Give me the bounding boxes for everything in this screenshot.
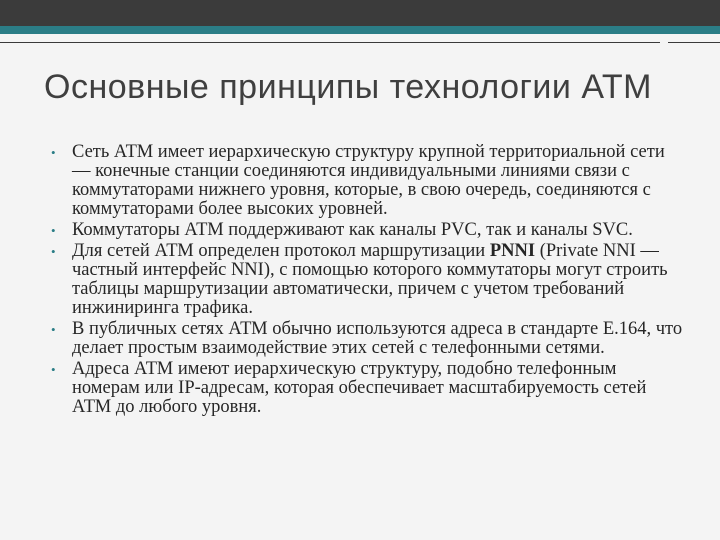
slide-title: Основные принципы технологии АТМ: [44, 68, 652, 106]
bullet-text: В публичных сетях АТМ обычно используются адреса в стандарте Е.164, что делает простым взаимодействие этих сетей с телефонными сетями.: [72, 319, 683, 358]
bullet-text-after: (Private NNI — частный интерфейс NNI), с помощью которого коммутаторы могут строить таблицы маршрутизации автоматически, причем с учетом требований инжиниринга трафика.: [72, 241, 668, 318]
bullet-text-bold: PNNI: [489, 241, 536, 261]
bullet-icon: •: [51, 223, 56, 238]
bullet-text: Адреса АТМ имеют иерархическую структуру, подобно телефонным номерам или IP-адресам, которая обеспечивает масштабируемость сетей АТМ до любого уровня.: [72, 359, 647, 417]
divider-line-short: [668, 42, 720, 43]
bullet-item: [46, 242, 686, 318]
bullet-text-before: Для сетей АТМ определен протокол маршрутизации: [72, 241, 490, 261]
bullet-item: [46, 143, 686, 219]
bullet-list: [46, 143, 686, 419]
top-bar: [0, 0, 720, 26]
bullet-text: Сеть АТМ имеет иерархическую структуру крупной территориальной сети — конечные станции соединяются индивидуальными линиями связи с коммутаторами нижнего уровня, которые, в свою очередь, соединяются с коммутаторами более высоких уровней.: [72, 142, 665, 219]
bullet-icon: •: [51, 322, 56, 337]
bullet-item: [46, 221, 686, 240]
accent-stripe: [0, 26, 720, 34]
bullet-item: [46, 360, 686, 417]
divider-line: [0, 42, 660, 43]
bullet-icon: •: [51, 244, 56, 259]
bullet-item: [46, 320, 686, 358]
bullet-icon: •: [51, 362, 56, 377]
bullet-icon: •: [51, 145, 56, 160]
bullet-text: Коммутаторы АТМ поддерживают как каналы PVC, так и каналы SVC.: [72, 220, 633, 240]
